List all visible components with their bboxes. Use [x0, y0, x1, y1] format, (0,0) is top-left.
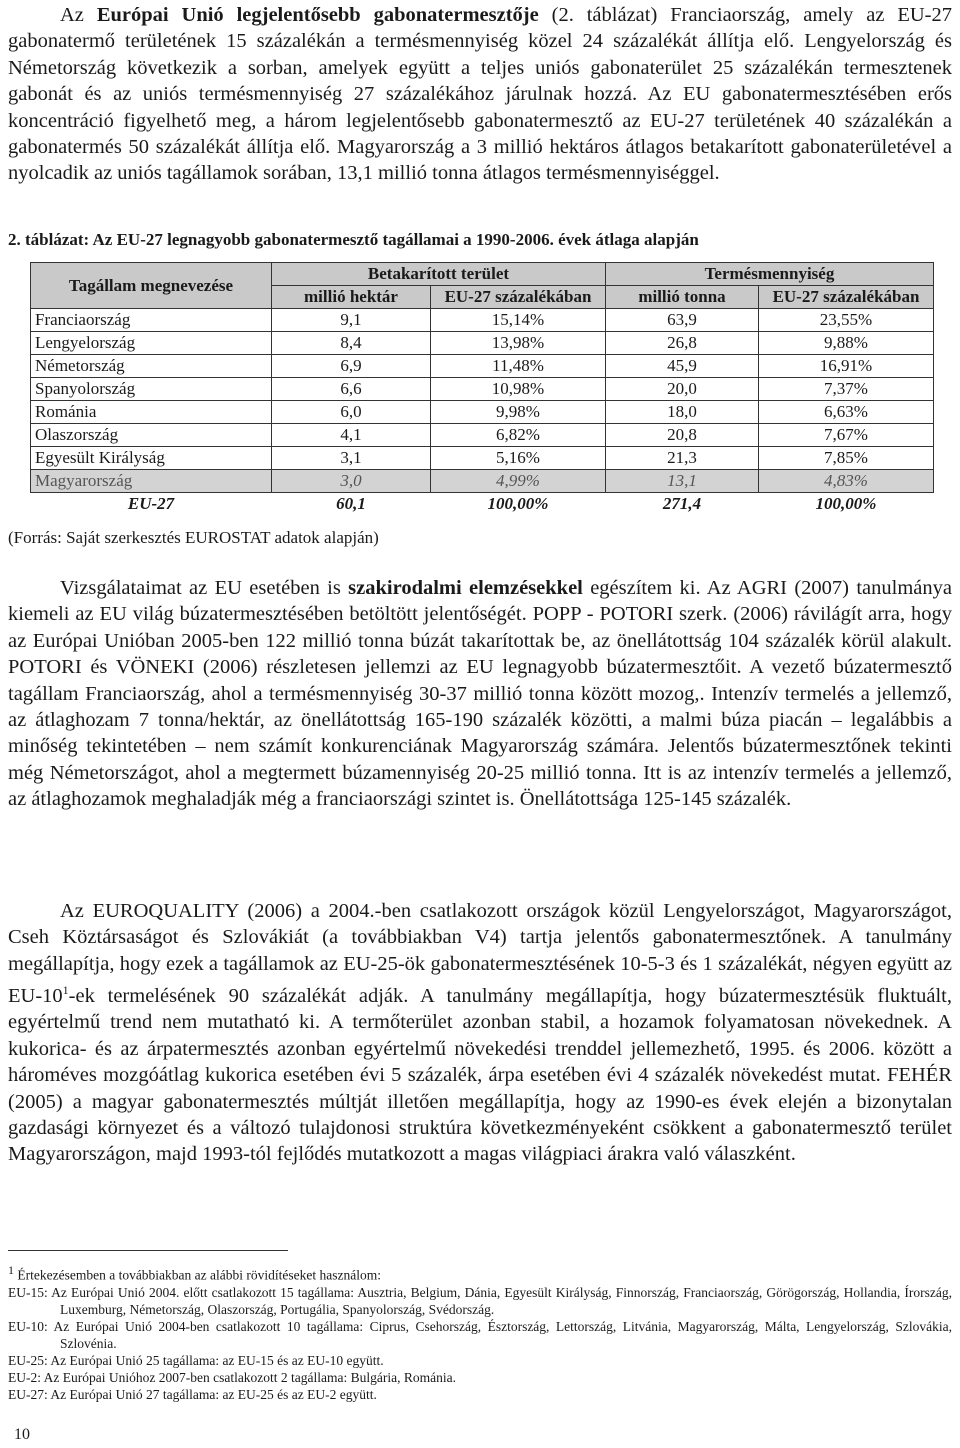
literature-paragraph	[8, 575, 952, 813]
cell-area: 6,0	[272, 401, 431, 424]
table-row	[31, 378, 934, 401]
table-caption: 2. táblázat: Az EU-27 legnagyobb gabonatermesztő tagállamai a 1990-2006. évek átlaga alapján	[8, 230, 699, 249]
cell-yield-pct: 6,63%	[759, 401, 934, 424]
cell-area: 6,6	[272, 378, 431, 401]
table-row	[31, 332, 934, 355]
footnote-separator	[8, 1250, 288, 1251]
cell-yield-pct: 9,88%	[759, 332, 934, 355]
table-header-row	[31, 263, 934, 286]
table-row	[31, 424, 934, 447]
header-country: Tagállam megnevezése	[31, 263, 272, 309]
table-row	[31, 401, 934, 424]
cell-area-pct: 13,98%	[431, 332, 606, 355]
para1-bold: Európai Unió legjelentősebb gabonatermesztője	[96, 4, 539, 26]
cell-area-pct: 6,82%	[431, 424, 606, 447]
cell-yield: 20,8	[606, 424, 759, 447]
footnote-eu15: EU-15: Az Európai Unió 2004. előtt csatlakozott 15 tagállama: Ausztria, Belgium, Dánia, Egyesült Királyság, Finnország, Franciaország, Görögország, Hollandia, Írország, Luxemburg, Németország, Olaszország, Portugália, Spanyolország, Svédország.	[8, 1284, 952, 1317]
cell-yield: 26,8	[606, 332, 759, 355]
cell-area: 6,9	[272, 355, 431, 378]
footnote-mark: 1	[8, 1263, 14, 1277]
cell-area: 3,0	[272, 470, 431, 493]
cell-yield: 18,0	[606, 401, 759, 424]
page-number: 10	[14, 1426, 30, 1443]
footnote-eu27: EU-27: Az Európai Unió 27 tagállama: az EU-25 és az EU-2 együtt.	[8, 1386, 377, 1402]
para1-text-b: (2. táblázat) Franciaország, amely az EU-27 gabonatermő területének 15 százalékán a termésmennyiség közel 24 százalékát állítja elő. Lengyelország és Németország következik a sorban, amelyek együtt a teljes uniós gabonaterület 25 százalékán termesztenek gabonát és az uniós termésmennyiség 27 százalékához járulnak hozzá. Az EU gabonatermesztésében erős koncentráció figyelhető meg, a három legjelentősebb gabonatermesztő az EU-27 területének 40 százalékán a gabonatermés 50 százalékát állítja elő. Magyarország a 3 millió hektáros átlagos betakarított gabonaterületével a nyolcadik az uniós tagállamok sorában, 13,1 millió tonna átlagos termésmennyiséggel.	[8, 4, 952, 185]
total-label: EU-27	[127, 494, 175, 513]
cell-country: Spanyolország	[31, 378, 272, 401]
para3-text-a: Az EUROQUALITY (2006) a 2004.-ben csatlakozott országok közül Lengyelországot, Magyarországot, Cseh Köztársaságot és Szlovákiát (a továbbiakban V4) tartja jelentős gabonatermesztőnek. A tanulmány megállapítja, hogy ezek a tagállamok az EU-25-ök gabonatermesztésének 10-5-3 és 1 százalékát, négyen együtt az EU-10	[8, 900, 952, 1008]
grain-table	[30, 262, 934, 515]
cell-area: 9,1	[272, 309, 431, 332]
total-area-pct: 100,00%	[487, 494, 549, 513]
cell-country: Franciaország	[31, 309, 272, 332]
cell-country: Románia	[31, 401, 272, 424]
cell-country: Lengyelország	[31, 332, 272, 355]
total-area: 60,1	[336, 494, 366, 513]
subheader-yield-abs: millió tonna	[606, 286, 759, 309]
footnote-eu2: EU-2: Az Európai Unióhoz 2007-ben csatlakozott 2 tagállama: Bulgária, Románia.	[8, 1369, 456, 1385]
footnote-eu10: EU-10: Az Európai Unió 2004-ben csatlakozott 10 tagállama: Ciprus, Csehország, Észtország, Lettország, Litvánia, Magyarország, Málta, Lengyelország, Szlovákia, Szlovénia.	[8, 1318, 952, 1351]
cell-yield-pct: 23,55%	[759, 309, 934, 332]
cell-yield-pct: 7,67%	[759, 424, 934, 447]
cell-country: Olaszország	[31, 424, 272, 447]
cell-area: 3,1	[272, 447, 431, 470]
cell-area-pct: 9,98%	[431, 401, 606, 424]
cell-area-pct: 4,99%	[431, 470, 606, 493]
cell-yield-pct: 4,83%	[759, 470, 934, 493]
cell-area: 8,4	[272, 332, 431, 355]
footnote-intro	[8, 1262, 952, 1284]
total-yield-pct: 100,00%	[815, 494, 877, 513]
euroquality-paragraph	[8, 898, 952, 1168]
footnotes	[8, 1262, 952, 1403]
cell-country: Magyarország	[31, 470, 272, 493]
cell-area-pct: 10,98%	[431, 378, 606, 401]
para3-text-b: -ek termelésének 90 százalékát adják. A tanulmány megállapítja, hogy búzatermesztésük fluktuált, egyértelmű trend nem mutatható ki. A termőterület azonban stabil, a hozamok folyamatosan növekednek. A kukorica- és az árpatermesztés azonban egyértelmű növekedési trenddel jellemezhető, 1995. és 2006. között a hároméves mozgóátlag kukorica esetében évi 5 százalék, árpa esetében évi 4 százalék növekedést mutat. FEHÉR (2005) a magyar gabonatermesztés múltját illetően megállapítja, hogy az 1990-es évek elején a bizonytalan gazdasági környezet és a változó tulajdonosi struktúra következményeként csökkent a gabonatermesztő terület Magyarországon, majd 1993-tól fejlődés mutatkozott a magas világpiaci árakra való válaszként.	[8, 985, 952, 1166]
cell-yield: 20,0	[606, 378, 759, 401]
table-row	[31, 447, 934, 470]
cell-area-pct: 5,16%	[431, 447, 606, 470]
table-total-row	[31, 493, 934, 516]
subheader-area-abs: millió hektár	[272, 286, 431, 309]
cell-area-pct: 15,14%	[431, 309, 606, 332]
cell-yield: 21,3	[606, 447, 759, 470]
footnote-eu25: EU-25: Az Európai Unió 25 tagállama: az EU-15 és az EU-10 együtt.	[8, 1352, 384, 1368]
cell-country: Egyesült Királyság	[31, 447, 272, 470]
subheader-yield-pct: EU-27 százalékában	[759, 286, 934, 309]
para1-text-a: Az	[60, 4, 97, 26]
cell-yield-pct: 16,91%	[759, 355, 934, 378]
table-row	[31, 309, 934, 332]
cell-yield: 63,9	[606, 309, 759, 332]
cell-country: Németország	[31, 355, 272, 378]
subheader-area-pct: EU-27 százalékában	[431, 286, 606, 309]
header-yield: Termésmennyiség	[606, 263, 934, 286]
para2-text-b: egészítem ki. Az AGRI (2007) tanulmánya kiemeli az EU világ búzatermesztésében betöltött jelentőségét. POPP - POTORI szerk. (2006) rávilágít arra, hogy az Európai Unióban 2005-ben 122 millió tonna búzát takarítottak be, az önellátottság 104 százalék körül alakult. POTORI és VÖNEKI (2006) részletesen jellemzi az EU legnagyobb búzatermesztőit. A vezető búzatermesztő tagállam Franciaország, ahol a termésmennyiség 30-37 millió tonna között mozog,. Intenzív termelés a jellemző, az átlaghozam 7 tonna/hektár, az önellátottság 165-190 százalék közötti, a malmi búza piacán – legalábbis a minőség tekintetében – nem számít konkurenciának Magyarország számára. Jelentős búzatermesztőnek tekinti még Németországot, ahol a megtermett búzamennyiség 20-25 millió tonna. Itt is az intenzív termelés a jellemző, az átlaghozamok meghaladják még a franciaországi szintet is. Önellátottsága 125-145 százalék.	[8, 577, 952, 811]
header-area: Betakarított terület	[272, 263, 606, 286]
intro-paragraph	[8, 2, 952, 187]
footnote-intro-text: Értekezésemben a továbbiakban az alábbi rövidítéseket használom:	[14, 1267, 381, 1283]
para2-bold: szakirodalmi elemzésekkel	[348, 577, 583, 599]
cell-area: 4,1	[272, 424, 431, 447]
footnote-reference: 1	[62, 983, 69, 998]
cell-yield-pct: 7,85%	[759, 447, 934, 470]
cell-yield: 13,1	[606, 470, 759, 493]
table-source: (Forrás: Saját szerkesztés EUROSTAT adatok alapján)	[8, 528, 379, 547]
table-row	[31, 355, 934, 378]
total-yield: 271,4	[662, 494, 702, 513]
para2-text-a: Vizsgálataimat az EU esetében is	[60, 577, 349, 599]
cell-area-pct: 11,48%	[431, 355, 606, 378]
table-row-highlighted	[31, 470, 934, 493]
cell-yield: 45,9	[606, 355, 759, 378]
cell-yield-pct: 7,37%	[759, 378, 934, 401]
